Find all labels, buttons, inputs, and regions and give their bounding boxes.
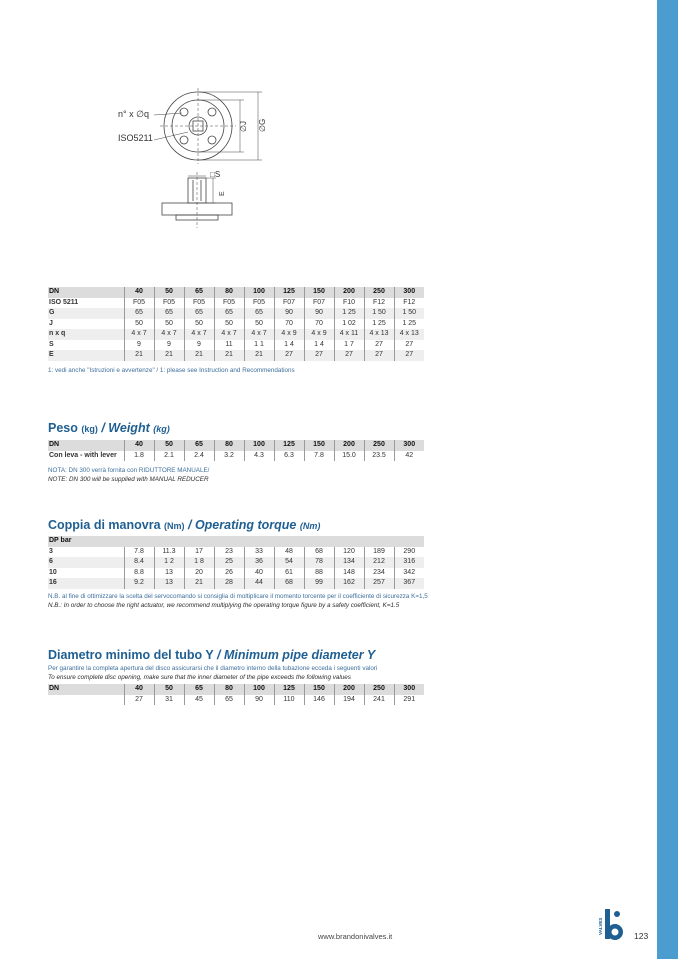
table-row: 16 9.2 13 21 28 44 68 99 162 257 367 [48,578,424,589]
weight-title: Peso (kg) / Weight (kg) [48,421,170,435]
table-row: DN 40 50 65 80 100 125 150 200 250 300 [48,287,424,298]
table-row: DN 40 50 65 80 100 125 150 200 250 300 [48,684,424,695]
pipe-section [48,648,424,705]
weight-table [48,440,424,461]
dimensions-note: 1: vedi anche "Istruzioni e avvertenze" / 1: please see Instruction and Recommendations [48,366,295,374]
table-row: J 50 50 50 50 50 70 70 1 02 1 25 1 25 [48,319,424,330]
brandoni-logo [596,905,626,945]
table-row: Con leva - with lever 1.8 2.1 2.4 3.2 4.3 6.3 7.8 15.0 23.5 42 [48,451,424,462]
logo-text: VALVES [598,917,603,935]
pipe-title: Diametro minimo del tubo Y / Minimum pipe diameter Y [48,648,376,662]
flange-side-view [162,172,232,228]
torque-note-en: N.B.: In order to choose the right actuator, we recommend multiplying the operating torque figure by a safety coefficient, K=1.5 [48,601,400,609]
table-row: 6 8.4 1 2 1 8 25 36 54 78 134 212 316 [48,557,424,568]
e-label: E [219,191,226,196]
dimensions-section [48,287,424,375]
s-label: □S [210,170,221,179]
j-label: ∅J [239,121,248,132]
table-row: n x q 4 x 7 4 x 7 4 x 7 4 x 7 4 x 7 4 x 9 4 x 9 4 x 11 4 x 13 4 x 13 [48,329,424,340]
side-accent-bar [657,0,678,959]
torque-note-it: N.B. al fine di ottimizzare la scelta del servocomando si consiglia di moltiplicare il momento torcente per il coefficiente di sicurezza K=1,5 [48,592,428,600]
actuator-flange-drawing [110,88,285,238]
table-row: G 65 65 65 65 65 90 90 1 25 1 50 1 50 [48,308,424,319]
table-row: E 21 21 21 21 21 27 27 27 27 27 [48,350,424,361]
pipe-table [48,684,424,705]
table-row: 27 31 45 65 90 110 146 194 241 291 [48,695,424,706]
dimensions-table [48,287,424,361]
torque-table [48,536,424,589]
pipe-intro-it: Per garantire la completa apertura del disco assicurarsi che il diametro interno della tubazione ecceda i seguenti valori [48,665,378,672]
page-number: 123 [634,931,649,941]
weight-note-en: NOTE: DN 300 will be supplied with MANUAL REDUCER [48,476,209,483]
table-row: 3 7.8 11.3 17 23 33 48 68 120 189 290 [48,547,424,558]
table-row: DN 40 50 65 80 100 125 150 200 250 300 [48,440,424,451]
table-row: ISO 5211 F05 F05 F05 F05 F05 F07 F07 F10 F12 F12 [48,298,424,309]
website-url[interactable]: www.brandonivalves.it [318,932,393,941]
g-label: ∅G [258,118,267,132]
pipe-intro-en: To ensure complete disc opening, make sure that the inner diameter of the pipe exceeds the following values [48,674,351,681]
torque-section [48,518,428,610]
bolt-label: n° x ∅q [118,109,149,119]
iso-label: ISO5211 [118,133,153,143]
table-row: S 9 9 9 11 1 1 1 4 1 4 1 7 27 27 [48,340,424,351]
weight-note-it: NOTA: DN 300 verrà fornita con RIDUTTORE MANUALE/ [48,467,210,474]
weight-section [48,421,424,484]
table-row: 10 8.8 13 20 26 40 61 88 148 234 342 [48,568,424,579]
table-row: DP bar [48,536,424,547]
torque-title: Coppia di manovra (Nm) / Operating torque (Nm) [48,518,321,532]
